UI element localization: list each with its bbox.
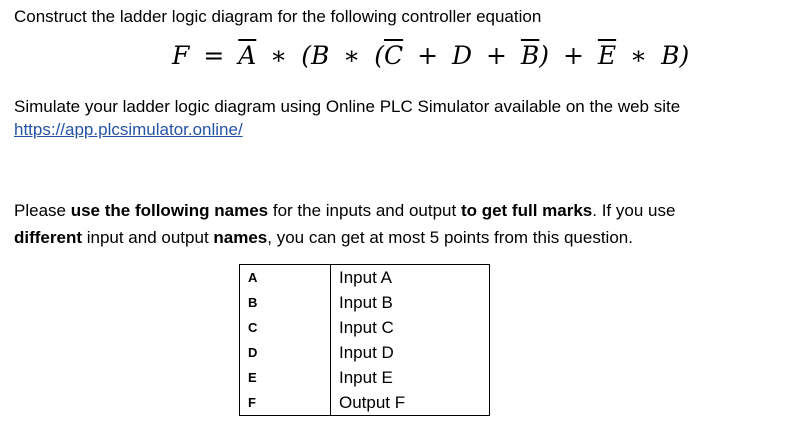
instr-text: , you can get at most 5 points from this question. xyxy=(267,228,633,247)
instructions-line-1 xyxy=(14,200,675,222)
instr-bold: different xyxy=(14,228,82,247)
eq-e-bar: E xyxy=(597,41,617,70)
name-value-cell: Output F xyxy=(331,390,490,416)
eq-plus: + xyxy=(486,41,507,70)
intro-text: Construct the ladder logic diagram for the following controller equation xyxy=(14,7,542,26)
name-value-cell: Input E xyxy=(331,365,490,390)
instr-bold: names xyxy=(213,228,268,247)
name-value-cell: Input C xyxy=(331,315,490,340)
instr-text: . If you use xyxy=(592,201,676,220)
eq-plus: + xyxy=(417,41,439,70)
name-key-cell: C xyxy=(240,315,331,340)
plc-simulator-link[interactable]: https://app.plcsimulator.online/ xyxy=(14,120,243,139)
table-row xyxy=(240,265,490,291)
eq-equals: = xyxy=(203,41,225,70)
eq-a-bar: A xyxy=(238,41,257,70)
controller-equation xyxy=(172,40,689,72)
names-table xyxy=(239,264,490,416)
name-key-cell: B xyxy=(240,290,331,315)
table-row xyxy=(240,290,490,315)
name-key-cell: F xyxy=(240,390,331,416)
eq-b: B xyxy=(310,41,330,70)
eq-close-paren: ) xyxy=(539,41,550,70)
name-value-cell: Input D xyxy=(331,340,490,365)
name-value-cell: Input B xyxy=(331,290,490,315)
name-key-cell: D xyxy=(240,340,331,365)
name-key-cell: A xyxy=(240,265,331,291)
eq-lhs: F xyxy=(172,41,190,70)
instr-bold: use the following names xyxy=(70,201,269,220)
eq-plus: + xyxy=(563,41,584,70)
eq-mul: ∗ xyxy=(630,41,648,70)
instr-bold: to get full marks xyxy=(460,201,593,220)
eq-b: B xyxy=(661,41,680,70)
eq-d: D xyxy=(452,41,473,70)
simulate-text: Simulate your ladder logic diagram using Online PLC Simulator available on the web site xyxy=(14,97,681,116)
table-row xyxy=(240,390,490,416)
name-value-cell: Input A xyxy=(331,265,490,291)
table-row xyxy=(240,315,490,340)
eq-close-paren: ) xyxy=(679,41,690,70)
eq-b-bar: B xyxy=(520,41,540,70)
eq-open-paren: ( xyxy=(301,41,311,70)
table-row xyxy=(240,365,490,390)
eq-c-bar: C xyxy=(384,41,404,70)
eq-mul: ∗ xyxy=(343,41,361,70)
instr-text: for the inputs and output xyxy=(268,201,461,220)
eq-mul: ∗ xyxy=(270,41,288,70)
table-row xyxy=(240,340,490,365)
eq-open-paren: ( xyxy=(374,41,384,70)
name-key-cell: E xyxy=(240,365,331,390)
instr-text: Please xyxy=(14,201,71,220)
instructions-line-2 xyxy=(14,227,633,249)
instr-text: input and output xyxy=(82,228,214,247)
